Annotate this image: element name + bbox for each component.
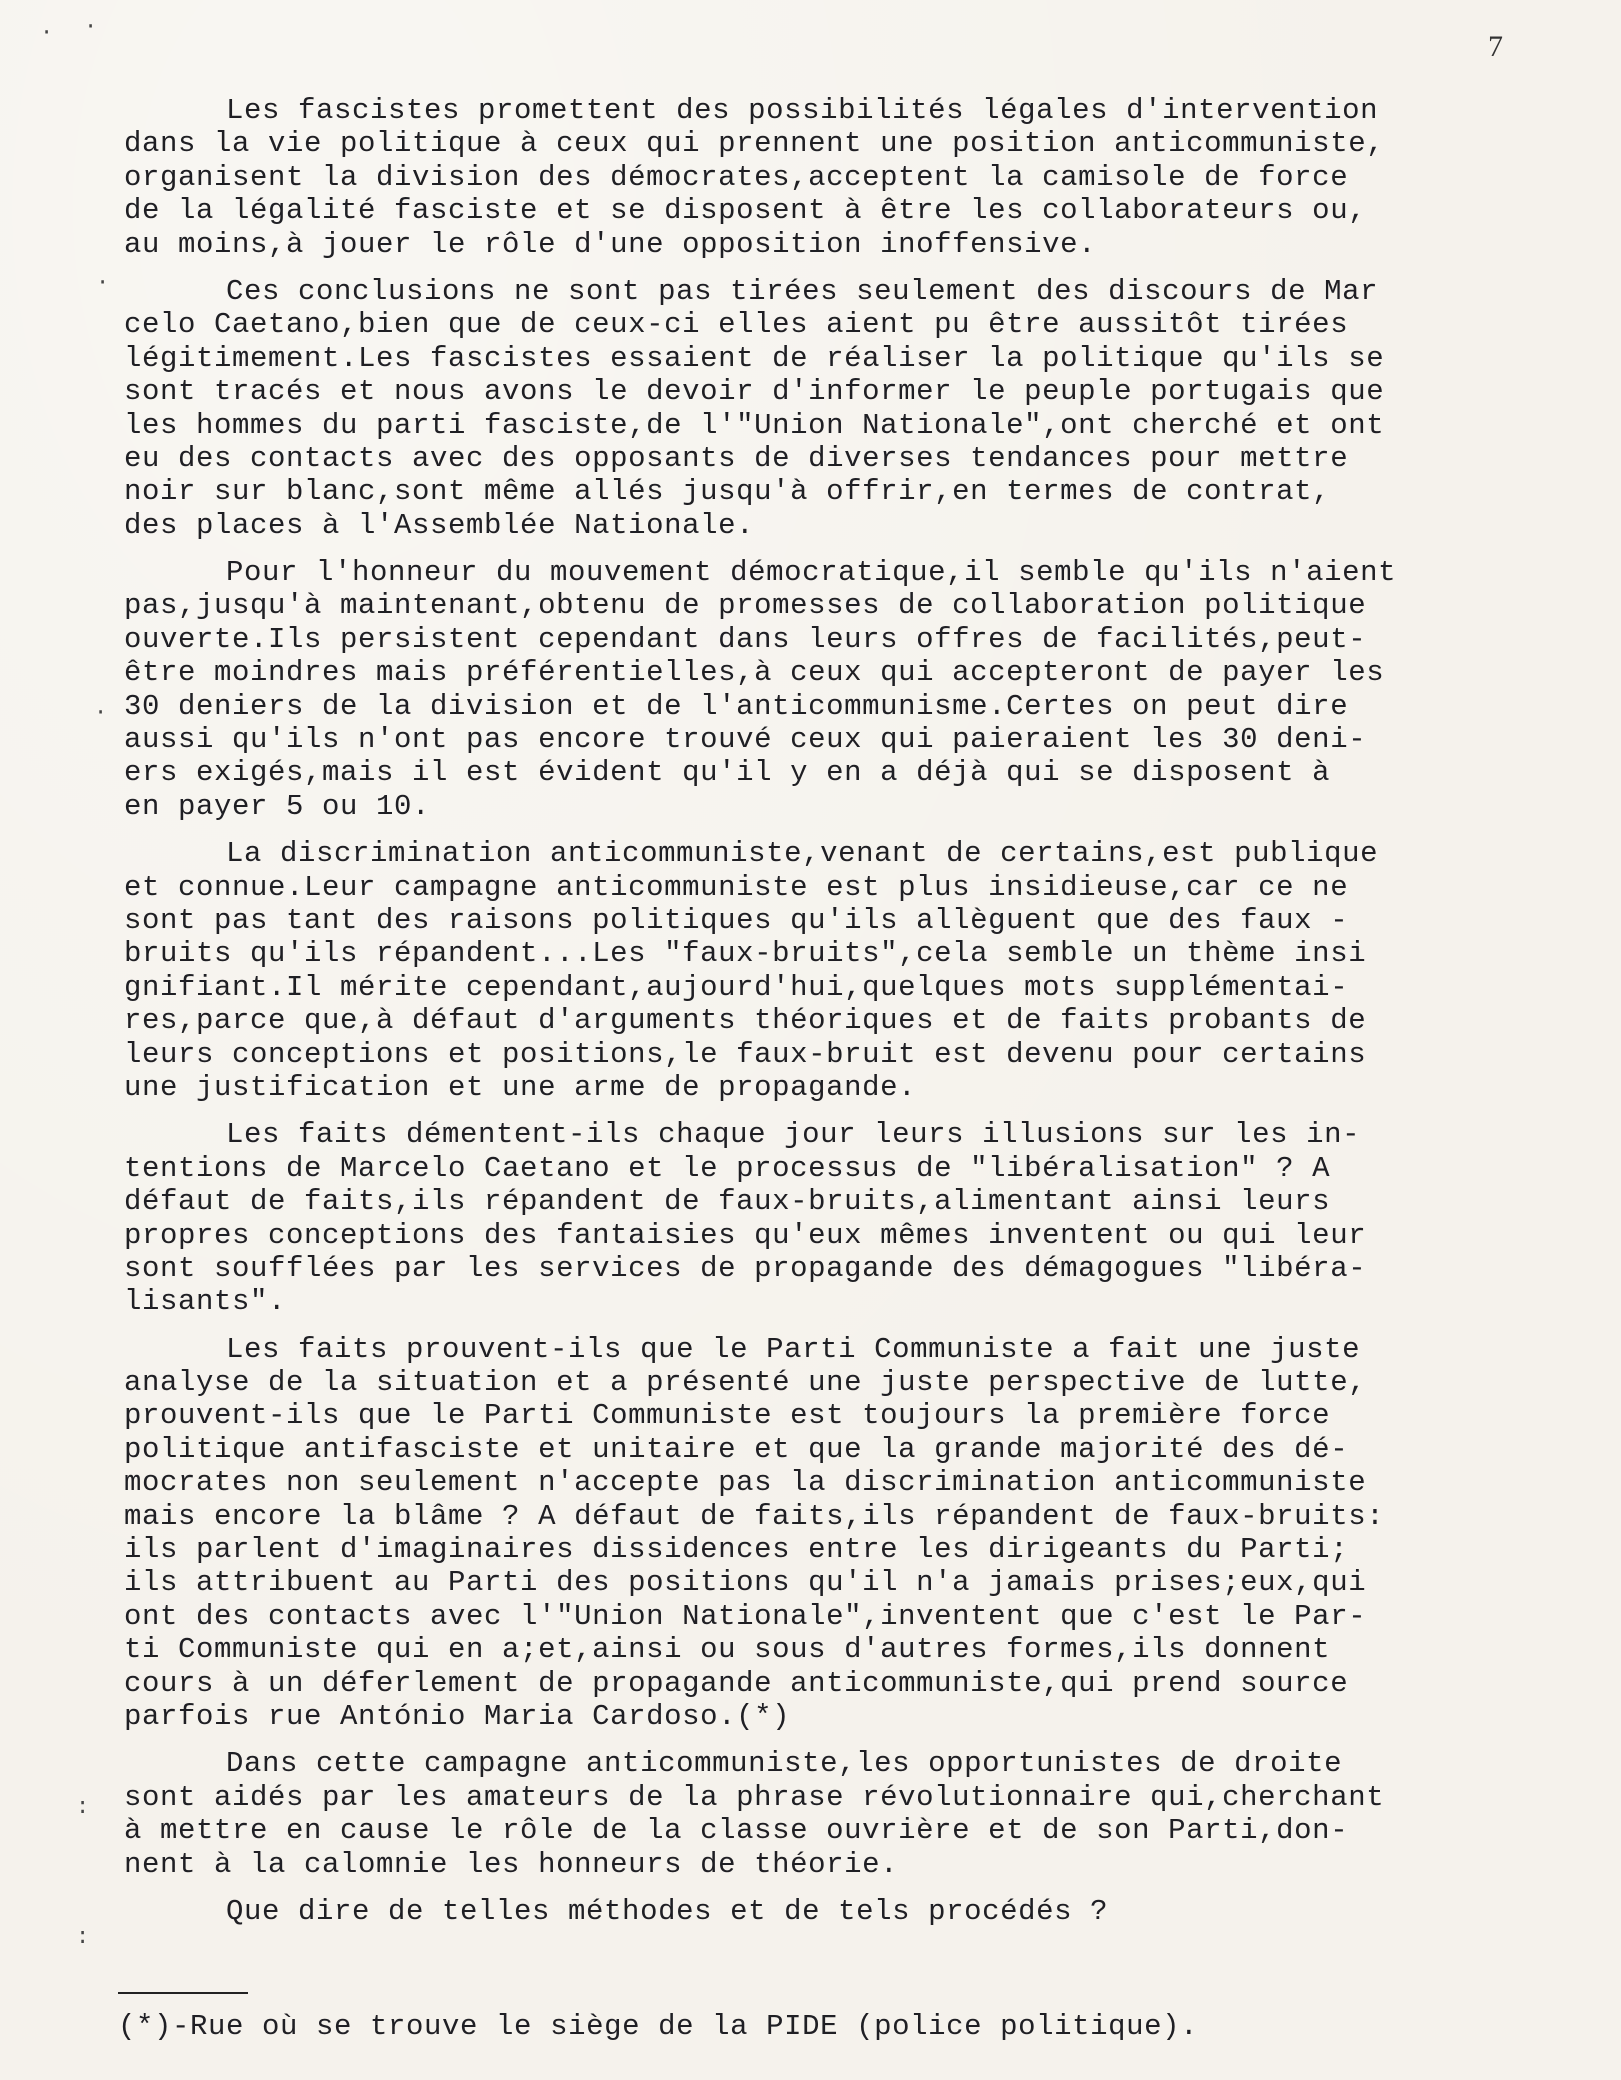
- text-line: analyse de la situation et a présenté une juste perspective de lutte,: [124, 1366, 1367, 1400]
- text-line: ouverte.Ils persistent cependant dans leurs offres de facilités,peut-: [124, 622, 1367, 656]
- text-line: mais encore la blâme ? A défaut de faits,ils répandent de faux-bruits:: [124, 1499, 1385, 1533]
- text-line: à mettre en cause le rôle de la classe ouvrière et de son Parti,don-: [124, 1814, 1349, 1848]
- text-line: cours à un déferlement de propagande anticommuniste,qui prend source: [124, 1666, 1349, 1700]
- paragraph: [124, 275, 1544, 542]
- text-line: eu des contacts avec des opposants de diverses tendances pour mettre: [124, 441, 1349, 475]
- text-line: bruits qu'ils répandent...Les "faux-bruits",cela semble un thème insi: [124, 937, 1367, 971]
- text-line: celo Caetano,bien que de ceux-ci elles aient pu être aussitôt tirées: [124, 308, 1349, 342]
- paragraph: [124, 1333, 1544, 1734]
- text-line: propres conceptions des fantaisies qu'eux mêmes inventent ou qui leur: [124, 1218, 1367, 1252]
- paragraph: [124, 1895, 1544, 1928]
- text-line: ont des contacts avec l'"Union Nationale",inventent que c'est le Par-: [124, 1599, 1367, 1633]
- text-line: Dans cette campagne anticommuniste,les opportunistes de droite: [226, 1747, 1343, 1781]
- text-line: pas,jusqu'à maintenant,obtenu de promesses de collaboration politique: [124, 589, 1367, 623]
- text-line: ils attribuent au Parti des positions qu'il n'a jamais prises;eux,qui: [124, 1566, 1367, 1600]
- text-line: Ces conclusions ne sont pas tirées seulement des discours de Mar: [226, 274, 1379, 308]
- text-line: Pour l'honneur du mouvement démocratique,il semble qu'ils n'aient: [226, 556, 1397, 590]
- text-line: sont pas tant des raisons politiques qu'ils allèguent que des faux -: [124, 903, 1349, 937]
- body-text: [124, 94, 1544, 1942]
- page-number: 7: [1488, 30, 1503, 63]
- text-line: Les fascistes promettent des possibilités légales d'intervention: [226, 94, 1379, 127]
- text-line: res,parce que,à défaut d'arguments théoriques et de faits probants de: [124, 1004, 1367, 1038]
- text-line: politique antifasciste et unitaire et que la grande majorité des dé-: [124, 1432, 1349, 1466]
- text-line: 30 deniers de la division et de l'anticommunisme.Certes on peut dire: [124, 689, 1349, 723]
- text-line: Les faits prouvent-ils que le Parti Communiste a fait une juste: [226, 1332, 1361, 1366]
- text-line: lisants".: [124, 1285, 287, 1319]
- paragraph: [124, 1118, 1544, 1318]
- text-line: ers exigés,mais il est évident qu'il y en a déjà qui se disposent à: [124, 756, 1331, 790]
- text-line: au moins,à jouer le rôle d'une opposition inoffensive.: [124, 227, 1097, 261]
- text-line: sont tracés et nous avons le devoir d'informer le peuple portugais que: [124, 375, 1385, 409]
- text-line: des places à l'Assemblée Nationale.: [124, 508, 755, 542]
- text-line: prouvent-ils que le Parti Communiste est toujours la première force: [124, 1399, 1331, 1433]
- paragraph: [124, 1747, 1544, 1881]
- text-line: sont aidés par les amateurs de la phrase révolutionnaire qui,cherchant: [124, 1780, 1385, 1814]
- text-line: de la légalité fasciste et se disposent à être les collaborateurs ou,: [124, 194, 1367, 228]
- margin-mark: ·: [40, 20, 54, 45]
- text-line: tentions de Marcelo Caetano et le processus de "libéralisation" ? A: [124, 1151, 1331, 1185]
- text-line: leurs conceptions et positions,le faux-bruit est devenu pour certains: [124, 1037, 1367, 1071]
- paragraph: [124, 556, 1544, 823]
- text-line: aussi qu'ils n'ont pas encore trouvé ceux qui paieraient les 30 deni-: [124, 723, 1367, 757]
- text-line: une justification et une arme de propagande.: [124, 1070, 917, 1104]
- text-line: être moindres mais préférentielles,à ceux qui accepteront de payer les: [124, 656, 1385, 690]
- text-line: La discrimination anticommuniste,venant de certains,est publique: [226, 837, 1379, 871]
- text-line: Les faits démentent-ils chaque jour leurs illusions sur les in-: [226, 1118, 1361, 1152]
- margin-mark: :: [76, 1925, 90, 1950]
- text-line: sont soufflées par les services de propagande des démagogues "libéra-: [124, 1251, 1367, 1285]
- margin-mark: ·: [94, 700, 108, 725]
- text-line: Que dire de telles méthodes et de tels procédés ?: [226, 1894, 1109, 1928]
- margin-mark: :: [76, 1795, 90, 1820]
- text-line: ti Communiste qui en a;et,ainsi ou sous d'autres formes,ils donnent: [124, 1633, 1331, 1667]
- text-line: noir sur blanc,sont même allés jusqu'à offrir,en termes de contrat,: [124, 475, 1331, 509]
- text-line: gnifiant.Il mérite cependant,aujourd'hui,quelques mots supplémentai-: [124, 970, 1349, 1004]
- text-line: défaut de faits,ils répandent de faux-bruits,alimentant ainsi leurs: [124, 1185, 1331, 1219]
- text-line: ils parlent d'imaginaires dissidences entre les dirigeants du Parti;: [124, 1533, 1349, 1567]
- text-line: les hommes du parti fasciste,de l'"Union Nationale",ont cherché et ont: [124, 408, 1385, 442]
- footnote: (*)-Rue où se trouve le siège de la PIDE (police politique).: [118, 2010, 1199, 2043]
- text-line: nent à la calomnie les honneurs de théorie.: [124, 1847, 899, 1881]
- text-line: dans la vie politique à ceux qui prennent une position anticommuniste,: [124, 127, 1385, 161]
- text-line: et connue.Leur campagne anticommuniste est plus insidieuse,car ce ne: [124, 870, 1349, 904]
- text-line: mocrates non seulement n'accepte pas la discrimination anticommuniste: [124, 1466, 1367, 1500]
- text-line: parfois rue António Maria Cardoso.(*): [124, 1699, 791, 1733]
- text-line: en payer 5 ou 10.: [124, 789, 431, 823]
- footnote-divider: [118, 1992, 248, 1994]
- text-line: légitimement.Les fascistes essaient de réaliser la politique qu'ils se: [124, 341, 1385, 375]
- paragraph: [124, 94, 1544, 261]
- margin-mark: ·: [84, 14, 98, 39]
- margin-mark: ·: [96, 270, 110, 295]
- paragraph: [124, 837, 1544, 1104]
- text-line: organisent la division des démocrates,acceptent la camisole de force: [124, 160, 1349, 194]
